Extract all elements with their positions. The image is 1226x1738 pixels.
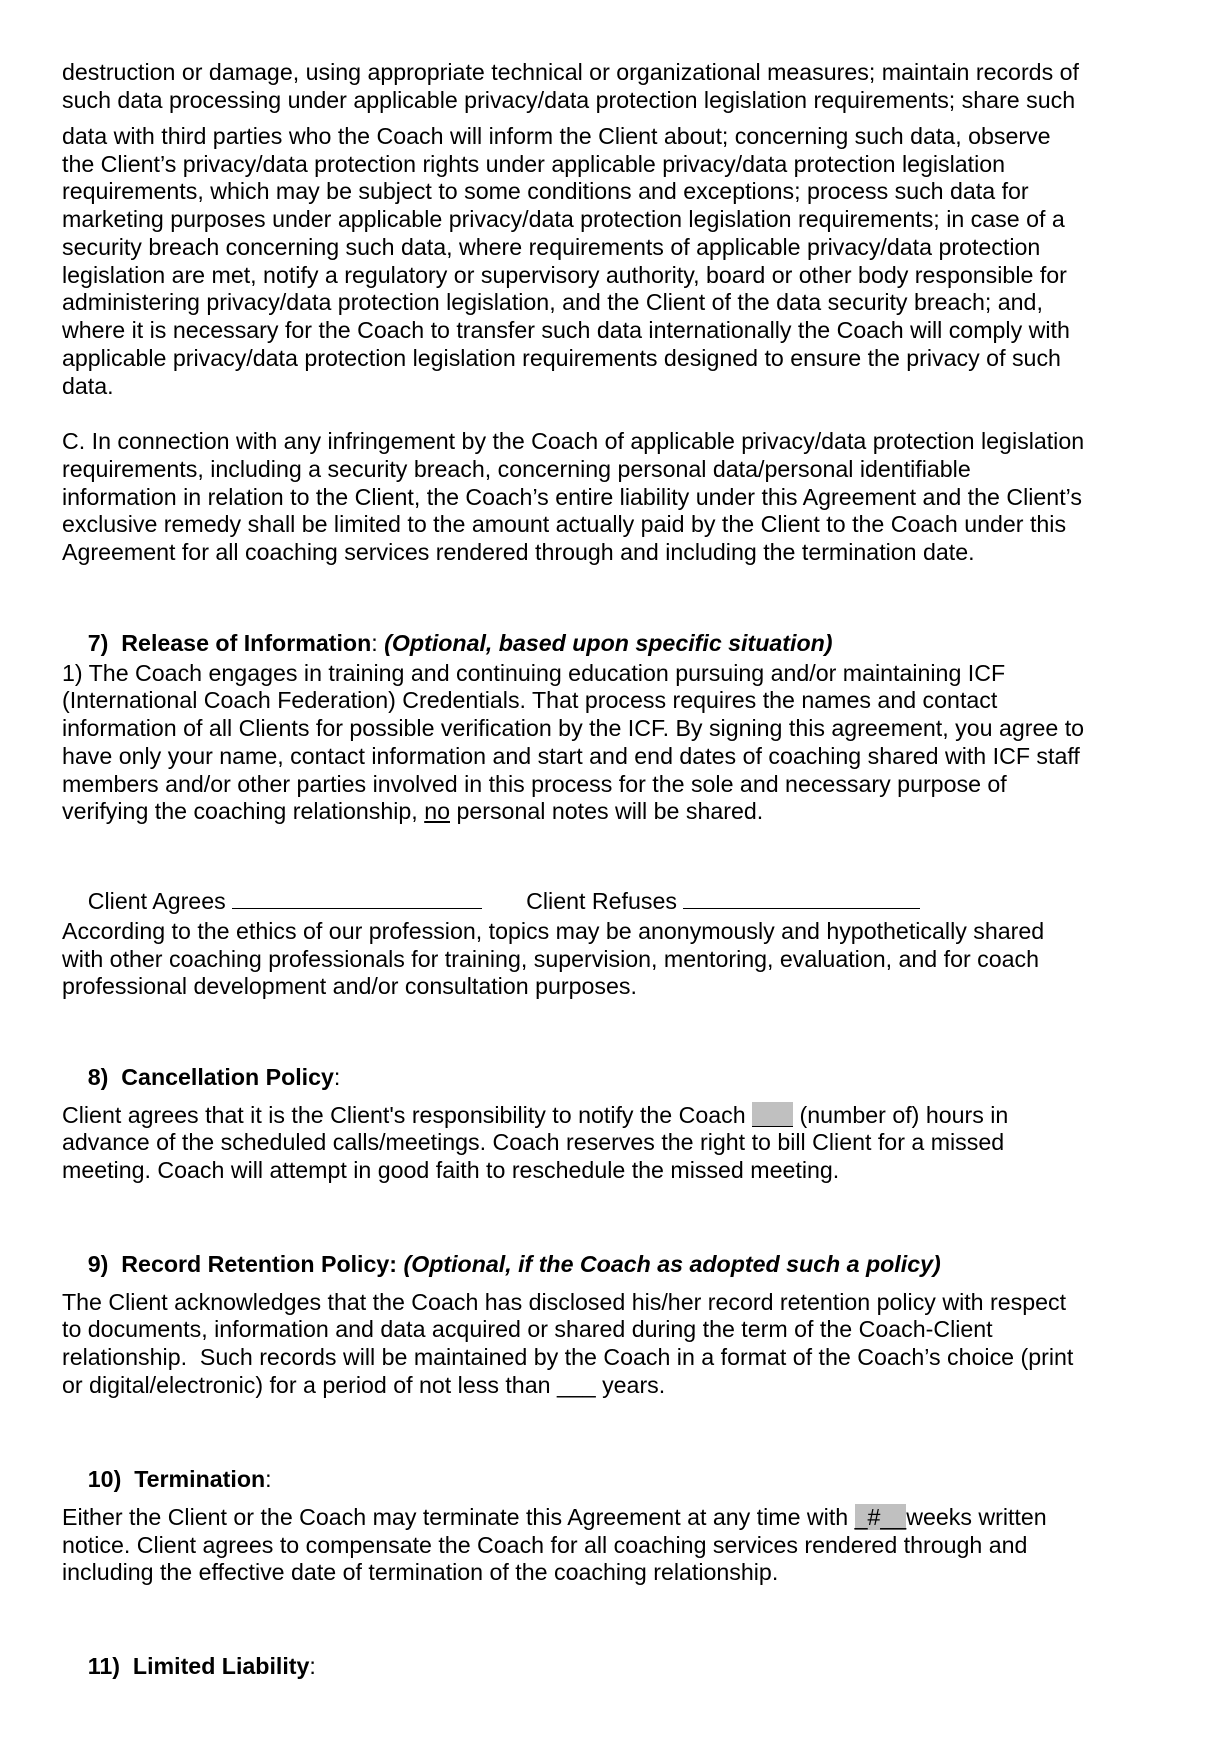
section-10-heading: 10) Termination: [87,1466,272,1492]
client-refuses-label: Client Refuses [526,888,677,914]
text-line: relationship. Such records will be maintained by the Coach in a format of the Coach’s choice (print [62,1344,1074,1370]
client-agrees-signature-line[interactable] [232,888,482,909]
underlined-no: no [424,798,450,824]
section-title: Cancellation Policy [121,1064,334,1090]
section-title: Record Retention Policy: [121,1251,398,1277]
section-number: 11) [87,1653,121,1679]
text-line: 1) The Coach engages in training and continuing education pursuing and/or maintaining ICF [62,660,1006,686]
text-line: The Client acknowledges that the Coach has disclosed his/her record retention policy with respect [62,1289,1067,1315]
text-line: (International Coach Federation) Credentials. That process requires the names and contact [62,687,998,713]
text-line: verifying the coaching relationship, no personal notes will be shared. [62,798,764,824]
text-line: including the effective date of termination of the coaching relationship. [62,1559,779,1585]
text-line: information in relation to the Client, the Coach’s entire liability under this Agreement and the Client’s [62,484,1082,510]
text-line: to documents, information and data acquired or shared during the term of the Coach-Client [62,1316,993,1342]
section-title: Termination [134,1466,266,1492]
text-line: marketing purposes under applicable privacy/data protection legislation requirements; in case of a [62,206,1065,232]
section-title: Limited Liability [132,1653,310,1679]
section-7-heading: 7) Release of Information: (Optional, based upon specific situation) [87,630,833,656]
text-line: information of all Clients for possible verification by the ICF. By signing this agreement, you agree to [62,715,1085,741]
text-line: security breach concerning such data, where requirements of applicable privacy/data protection [62,234,1041,260]
text-line: where it is necessary for the Coach to transfer such data internationally the Coach will comply with [62,317,1070,343]
section-number: 9) [87,1251,109,1277]
text-line: Either the Client or the Coach may terminate this Agreement at any time with _#__weeks written [62,1504,1047,1530]
text-line: the Client’s privacy/data protection rights under applicable privacy/data protection legislation [62,151,1006,177]
client-refuses-signature-line[interactable] [683,888,920,909]
text-line: have only your name, contact information and start and end dates of coaching shared with ICF staff [62,743,1080,769]
text-line: exclusive remedy shall be limited to the amount actually paid by the Client to the Coach under this [62,511,1067,537]
section-number: 10) [87,1466,122,1492]
text-line: destruction or damage, using appropriate technical or organizational measures; maintain records of [62,59,1079,85]
text-line: notice. Client agrees to compensate the Coach for all coaching services rendered through and [62,1532,1028,1558]
text-line: such data processing under applicable privacy/data protection legislation requirements; share such [62,87,1076,113]
text-line: meeting. Coach will attempt in good faith to reschedule the missed meeting. [62,1157,840,1183]
section-note: (Optional, based upon specific situation) [384,630,833,656]
section-number: 7) [87,630,109,656]
section-9-heading [62,1222,941,1277]
section-11-heading: 11) Limited Liability: [87,1653,316,1679]
text-line: advance of the scheduled calls/meetings. Coach reserves the right to bill Client for a missed [62,1129,1005,1155]
consent-signature-row [62,859,920,914]
notice-hours-field[interactable] [752,1102,793,1127]
section-number: 8) [87,1064,109,1090]
text-line: legislation are met, notify a regulatory or supervisory authority, board or other body responsible for [62,262,1067,288]
text-line: Agreement for all coaching services rendered through and including the termination date. [62,539,975,565]
client-agrees-label: Client Agrees [87,888,226,914]
text-line: or digital/electronic) for a period of not less than ___ years. [62,1372,666,1398]
text-line: with other coaching professionals for training, supervision, mentoring, evaluation, and for coach [62,946,1039,972]
text-line: requirements, which may be subject to some conditions and exceptions; process such data for [62,178,1029,204]
text-line: data. [62,373,114,399]
text-line: members and/or other parties involved in this process for the sole and necessary purpose of [62,771,1007,797]
text-line: Client agrees that it is the Client's responsibility to notify the Coach (number of) hours in [62,1102,1009,1128]
text-line: applicable privacy/data protection legislation requirements designed to ensure the privacy of such [62,345,1061,371]
text-line: professional development and/or consultation purposes. [62,973,637,999]
section-8-heading: 8) Cancellation Policy: [87,1064,341,1090]
notice-weeks-field[interactable]: _#__ [854,1504,907,1530]
retention-years-blank[interactable]: ___ [556,1372,596,1398]
section-title: Release of Information [121,630,372,656]
section-note: (Optional, if the Coach as adopted such a policy) [403,1251,941,1277]
text-line: data with third parties who the Coach will inform the Client about; concerning such data, observe [62,123,1051,149]
text-line: requirements, including a security breach, concerning personal data/personal identifiable [62,456,971,482]
text-line: C. In connection with any infringement by the Coach of applicable privacy/data protection legislation [62,428,1085,454]
text-line: According to the ethics of our profession, topics may be anonymously and hypothetically shared [62,918,1045,944]
text-line: administering privacy/data protection legislation, and the Client of the data security breach; and, [62,289,1043,315]
